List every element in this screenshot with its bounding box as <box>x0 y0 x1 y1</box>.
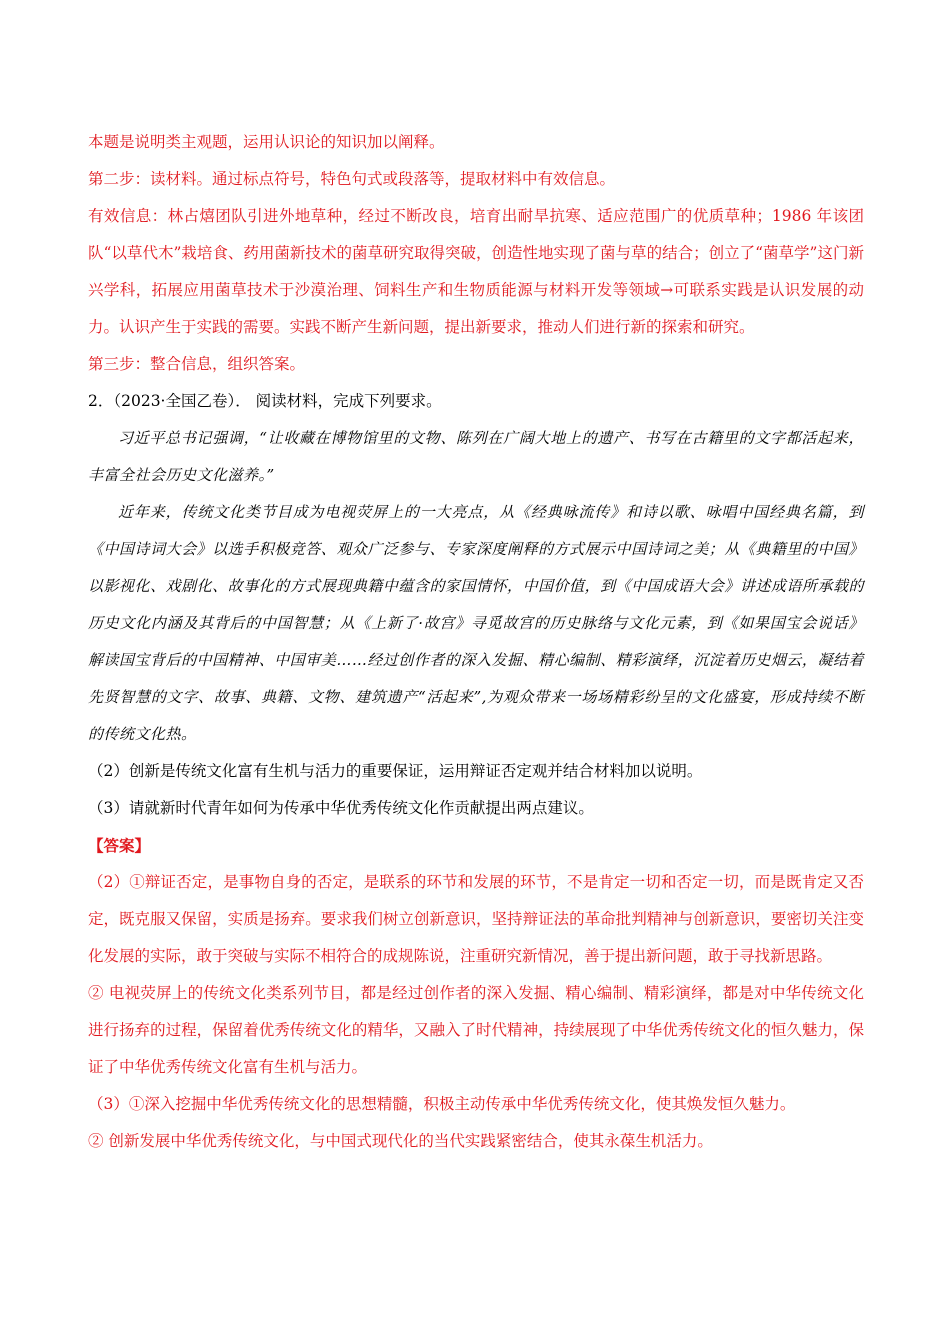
analysis-intro: 本题是说明类主观题，运用认识论的知识加以阐释。 <box>88 133 445 151</box>
material-paragraph-2: 近年来，传统文化类节目成为电视荧屏上的一大亮点，从《经典咏流传》和诗以歌、咏唱中国经典名篇，到《中国诗词大会》以选手积极竞答、观众广泛参与、专家深度阐释的方式展示中国诗词之美；从《典籍里的中国》以影视化、戏剧化、故事化的方式展现典籍中蕴含的家国情怀，中国价值，到《中国成语大会》讲述成语所承载的历史文化内涵及其背后的中国智慧；从《上新了·故宫》寻觅故宫的历史脉络与文化元素，到《如果国宝会说话》解读国宝背后的中国精神、中国审美……经过创作者的深入发掘、精心编制、精彩演绎，沉淀着历史烟云，凝结着先贤智慧的文字、故事、典籍、文物、建筑遗产“活起来”,为观众带来一场场精彩纷呈的文化盛宴，形成持续不断的传统文化热。 <box>88 503 864 743</box>
answer-3-part-2: ② 创新发展中华优秀传统文化，与中国式现代化的当代实践紧密结合，使其永葆生机活力。 <box>88 1132 713 1150</box>
answer-2-part-2: ② 电视荧屏上的传统文化类系列节目，都是经过创作者的深入发掘、精心编制、精彩演绎，都是对中华传统文化进行扬弃的过程，保留着优秀传统文化的精华，又融入了时代精神，持续展现了中华优秀传统文化的恒久魅力，保证了中华优秀传统文化富有生机与活力。 <box>88 984 864 1076</box>
analysis-step2: 第二步：读材料。通过标点符号，特色句式或段落等，提取材料中有效信息。 <box>88 170 616 188</box>
document-page <box>88 124 864 1160</box>
question-2: （2）创新是传统文化富有生机与活力的重要保证，运用辩证否定观并结合材料加以说明。 <box>88 762 703 780</box>
material-paragraph-1: 习近平总书记强调，“让收藏在博物馆里的文物、陈列在广阔大地上的遗产、书写在古籍里的文字都活起来，丰富全社会历史文化滋养。” <box>88 429 864 484</box>
answer-2-part-1: （2）①辩证否定，是事物自身的否定，是联系的环节和发展的环节，不是肯定一切和否定一切，而是既肯定又否定，既克服又保留，实质是扬弃。要求我们树立创新意识，坚持辩证法的革命批判精神与创新意识，要密切关注变化发展的实际，敢于突破与实际不相符合的成规陈说，注重研究新情况，善于提出新问题，敢于寻找新思路。 <box>88 873 864 965</box>
question-3: （3）请就新时代青年如何为传承中华优秀传统文化作贡献提出两点建议。 <box>88 799 594 817</box>
answer-label: 【答案】 <box>88 836 151 855</box>
analysis-effective-info: 有效信息：林占熺团队引进外地草种，经过不断改良，培育出耐旱抗寒、适应范围广的优质草种；1986 年该团队“以草代木”栽培食、药用菌新技术的菌草研究取得突破，创造性地实现了菌与草的结合；创立了“菌草学”这门新兴学科，拓展应用菌草技术于沙漠治理、饲料生产和生物质能源与材料开发等领域→可联系实践是认识发展的动力。认识产生于实践的需要。实践不断产生新问题，提出新要求，推动人们进行新的探索和研究。 <box>88 207 864 336</box>
question-header: 2．（2023·全国乙卷）． 阅读材料，完成下列要求。 <box>88 392 442 410</box>
answer-3-part-1: （3）①深入挖掘中华优秀传统文化的思想精髓，积极主动传承中华优秀传统文化，使其焕发恒久魅力。 <box>88 1095 796 1113</box>
analysis-step3: 第三步：整合信息，组织答案。 <box>88 355 306 373</box>
